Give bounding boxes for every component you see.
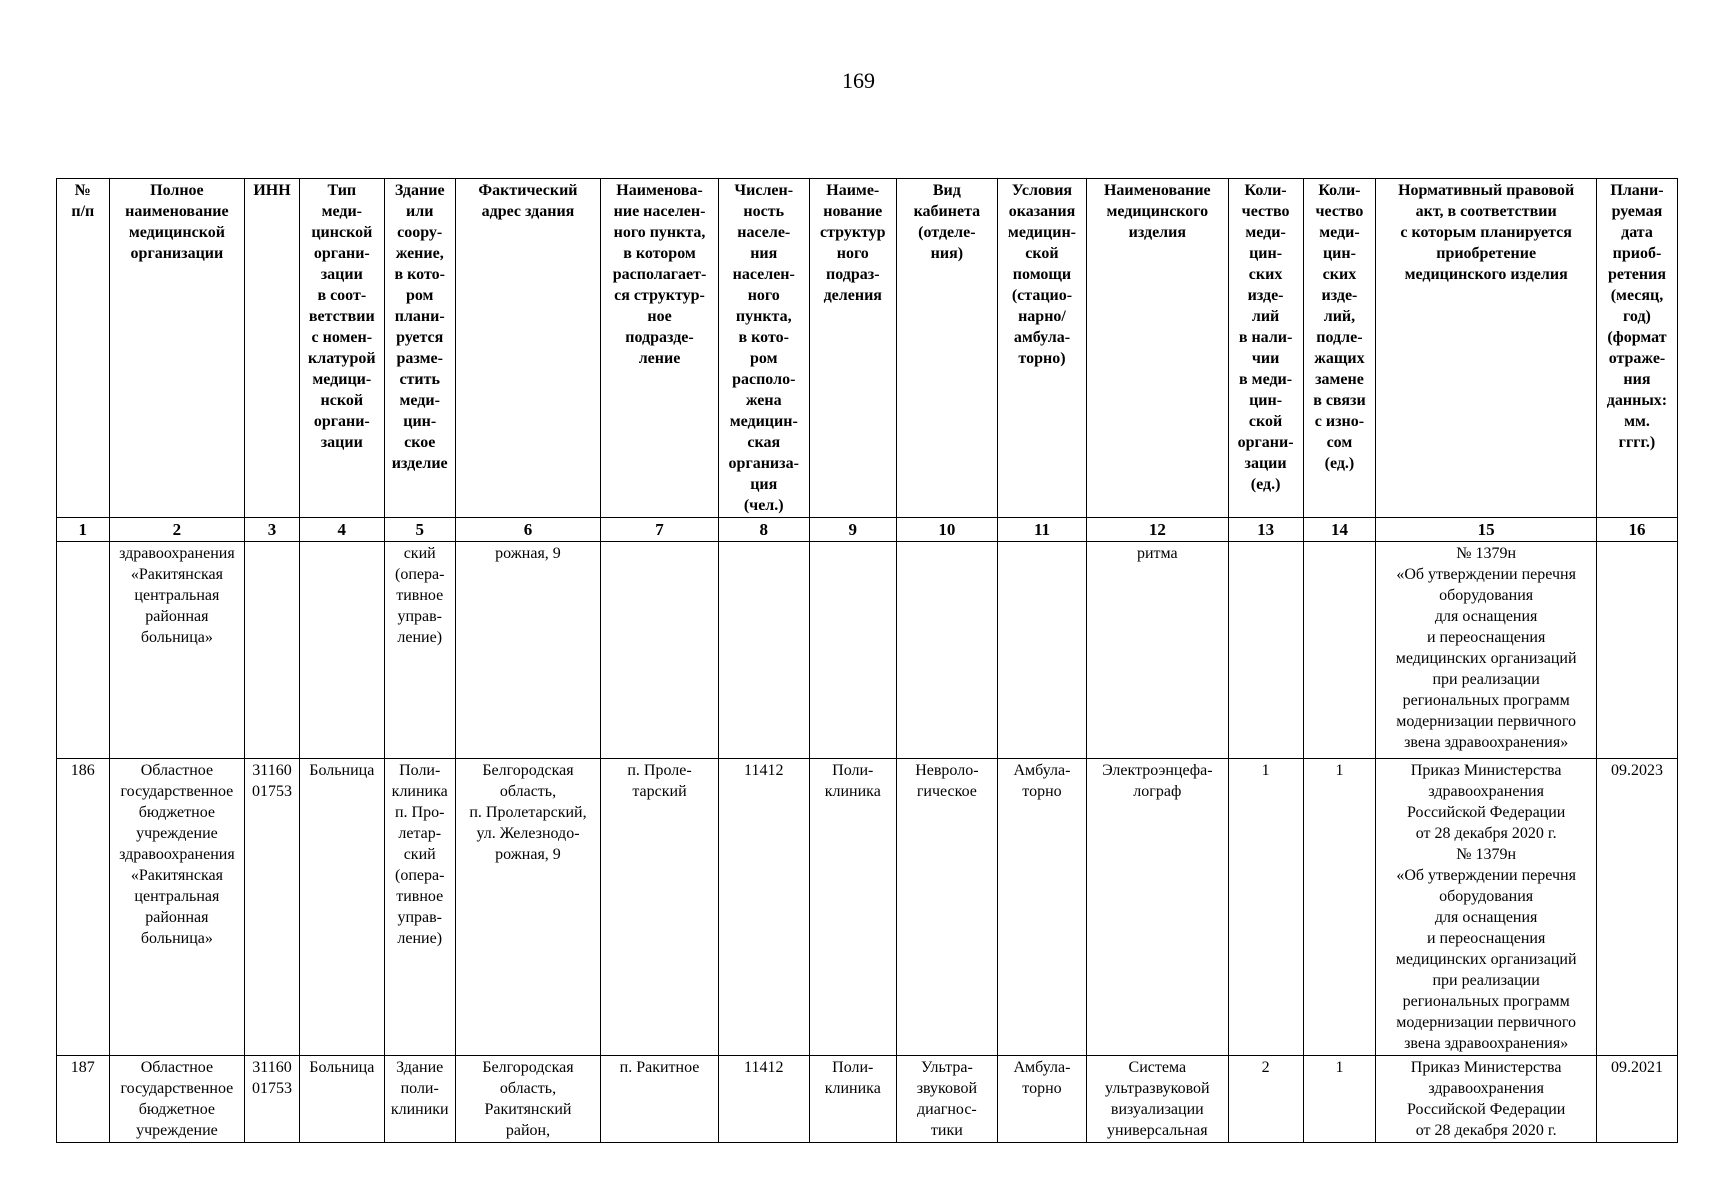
table-cell-col-10	[896, 542, 997, 759]
equipment-table	[56, 178, 1678, 1143]
table-cell-col-3	[245, 542, 300, 759]
table-cell-col-16	[1596, 542, 1677, 759]
table-row	[57, 759, 1678, 1056]
table-cell-col-8: 11412	[718, 759, 809, 1056]
table-cell-col-14: 1	[1303, 1056, 1376, 1143]
table-cell-col-6: рожная, 9	[455, 542, 601, 759]
table-cell-col-5: Здание поли- клиники	[384, 1056, 455, 1143]
table-cell-col-1: 186	[57, 759, 110, 1056]
table-cell-col-4: Больница	[299, 759, 384, 1056]
table-cell-col-11	[997, 542, 1086, 759]
column-header-2: Полное наименование медицинской организации	[109, 179, 245, 518]
table-cell-col-2: Областное государственное бюджетное учреждение здравоохранения «Ракитянская центральная районная больница»	[109, 759, 245, 1056]
column-number-16: 16	[1596, 518, 1677, 542]
table-cell-col-7: п. Ракитное	[601, 1056, 718, 1143]
column-header-3: ИНН	[245, 179, 300, 518]
table-cell-col-11: Амбула- торно	[997, 1056, 1086, 1143]
column-number-6: 6	[455, 518, 601, 542]
table-cell-col-3: 31160 01753	[245, 759, 300, 1056]
column-number-9: 9	[809, 518, 896, 542]
column-header-16: Плани- руемая дата приоб- ретения (месяц, год) (формат отраже- ния данных: мм. гггг.)	[1596, 179, 1677, 518]
column-number-2: 2	[109, 518, 245, 542]
column-header-7: Наименова- ние населен- ного пункта, в котором располагает- ся структур- ное подразде- ление	[601, 179, 718, 518]
column-number-13: 13	[1228, 518, 1303, 542]
table-cell-col-14: 1	[1303, 759, 1376, 1056]
column-header-4: Тип меди- цинской органи- зации в соот- ветствии с номен- клатурой медици- нской органи- зации	[299, 179, 384, 518]
table-cell-col-4	[299, 542, 384, 759]
table-cell-col-15: Приказ Министерства здравоохранения Российской Федерации от 28 декабря 2020 г. № 1379н «Об утверждении перечня оборудования для оснащения и переоснащения медицинских организаций при реализации региональных программ модернизации первичного звена здравоохранения»	[1376, 759, 1597, 1056]
table-cell-col-14	[1303, 542, 1376, 759]
table-cell-col-1: 187	[57, 1056, 110, 1143]
column-header-14: Коли- чество меди- цин- ских изде- лий, подле- жащих замене в связи с изно- сом (ед.)	[1303, 179, 1376, 518]
column-number-7: 7	[601, 518, 718, 542]
column-header-1: № п/п	[57, 179, 110, 518]
column-header-8: Числен- ность населе- ния населен- ного пункта, в кото- ром располо- жена медицин- ская организа- ция (чел.)	[718, 179, 809, 518]
page-number: 169	[842, 68, 875, 93]
table-cell-col-5: Поли- клиника п. Про- летар- ский (опера- тивное управ- ление)	[384, 759, 455, 1056]
table-cell-col-8	[718, 542, 809, 759]
table-cell-col-12: Система ультразвуковой визуализации универсальная	[1086, 1056, 1228, 1143]
table-cell-col-6: Белгородская область, п. Пролетарский, ул. Железнодо- рожная, 9	[455, 759, 601, 1056]
table-cell-col-4: Больница	[299, 1056, 384, 1143]
table-cell-col-6: Белгородская область, Ракитянский район,	[455, 1056, 601, 1143]
table-cell-col-13: 2	[1228, 1056, 1303, 1143]
column-header-15: Нормативный правовой акт, в соответствии с которым планируется приобретение медицинского изделия	[1376, 179, 1597, 518]
table-cell-col-1	[57, 542, 110, 759]
column-number-14: 14	[1303, 518, 1376, 542]
table-cell-col-12: ритма	[1086, 542, 1228, 759]
column-number-10: 10	[896, 518, 997, 542]
table-row	[57, 1056, 1678, 1143]
table-cell-col-16: 09.2023	[1596, 759, 1677, 1056]
table-cell-col-15: Приказ Министерства здравоохранения Российской Федерации от 28 декабря 2020 г.	[1376, 1056, 1597, 1143]
column-header-9: Наиме- нование структур ного подраз- деления	[809, 179, 896, 518]
column-header-12: Наименование медицинского изделия	[1086, 179, 1228, 518]
table-cell-col-10: Невроло- гическое	[896, 759, 997, 1056]
table-cell-col-11: Амбула- торно	[997, 759, 1086, 1056]
column-number-4: 4	[299, 518, 384, 542]
column-number-12: 12	[1086, 518, 1228, 542]
table-cell-col-9: Поли- клиника	[809, 1056, 896, 1143]
column-header-6: Фактический адрес здания	[455, 179, 601, 518]
table-cell-col-7: п. Проле- тарский	[601, 759, 718, 1056]
table-cell-col-7	[601, 542, 718, 759]
column-number-3: 3	[245, 518, 300, 542]
column-number-row	[57, 518, 1678, 542]
table-cell-col-3: 31160 01753	[245, 1056, 300, 1143]
table-body	[57, 542, 1678, 1143]
table-cell-col-9	[809, 542, 896, 759]
table-cell-col-2: здравоохранения «Ракитянская центральная районная больница»	[109, 542, 245, 759]
column-header-13: Коли- чество меди- цин- ских изде- лий в нали- чии в меди- цин- ской органи- зации (ед.)	[1228, 179, 1303, 518]
column-header-5: Здание или соору- жение, в кото- ром плани- руется разме- стить меди- цин- ское изделие	[384, 179, 455, 518]
table-cell-col-9: Поли- клиника	[809, 759, 896, 1056]
column-number-11: 11	[997, 518, 1086, 542]
table-cell-col-13	[1228, 542, 1303, 759]
table-cell-col-12: Электроэнцефа- лограф	[1086, 759, 1228, 1056]
table-cell-col-13: 1	[1228, 759, 1303, 1056]
table-cell-col-2: Областное государственное бюджетное учреждение	[109, 1056, 245, 1143]
column-number-8: 8	[718, 518, 809, 542]
column-number-15: 15	[1376, 518, 1597, 542]
table-cell-col-5: ский (опера- тивное управ- ление)	[384, 542, 455, 759]
column-number-5: 5	[384, 518, 455, 542]
table-cell-col-8: 11412	[718, 1056, 809, 1143]
header-row	[57, 179, 1678, 518]
column-number-1: 1	[57, 518, 110, 542]
table-row	[57, 542, 1678, 759]
column-header-11: Условия оказания медицин- ской помощи (стацио- нарно/ амбула- торно)	[997, 179, 1086, 518]
table-cell-col-10: Ультра- звуковой диагнос- тики	[896, 1056, 997, 1143]
column-header-10: Вид кабинета (отделе- ния)	[896, 179, 997, 518]
table-cell-col-15: № 1379н «Об утверждении перечня оборудования для оснащения и переоснащения медицинских организаций при реализации региональных программ модернизации первичного звена здравоохранения»	[1376, 542, 1597, 759]
table-cell-col-16: 09.2021	[1596, 1056, 1677, 1143]
